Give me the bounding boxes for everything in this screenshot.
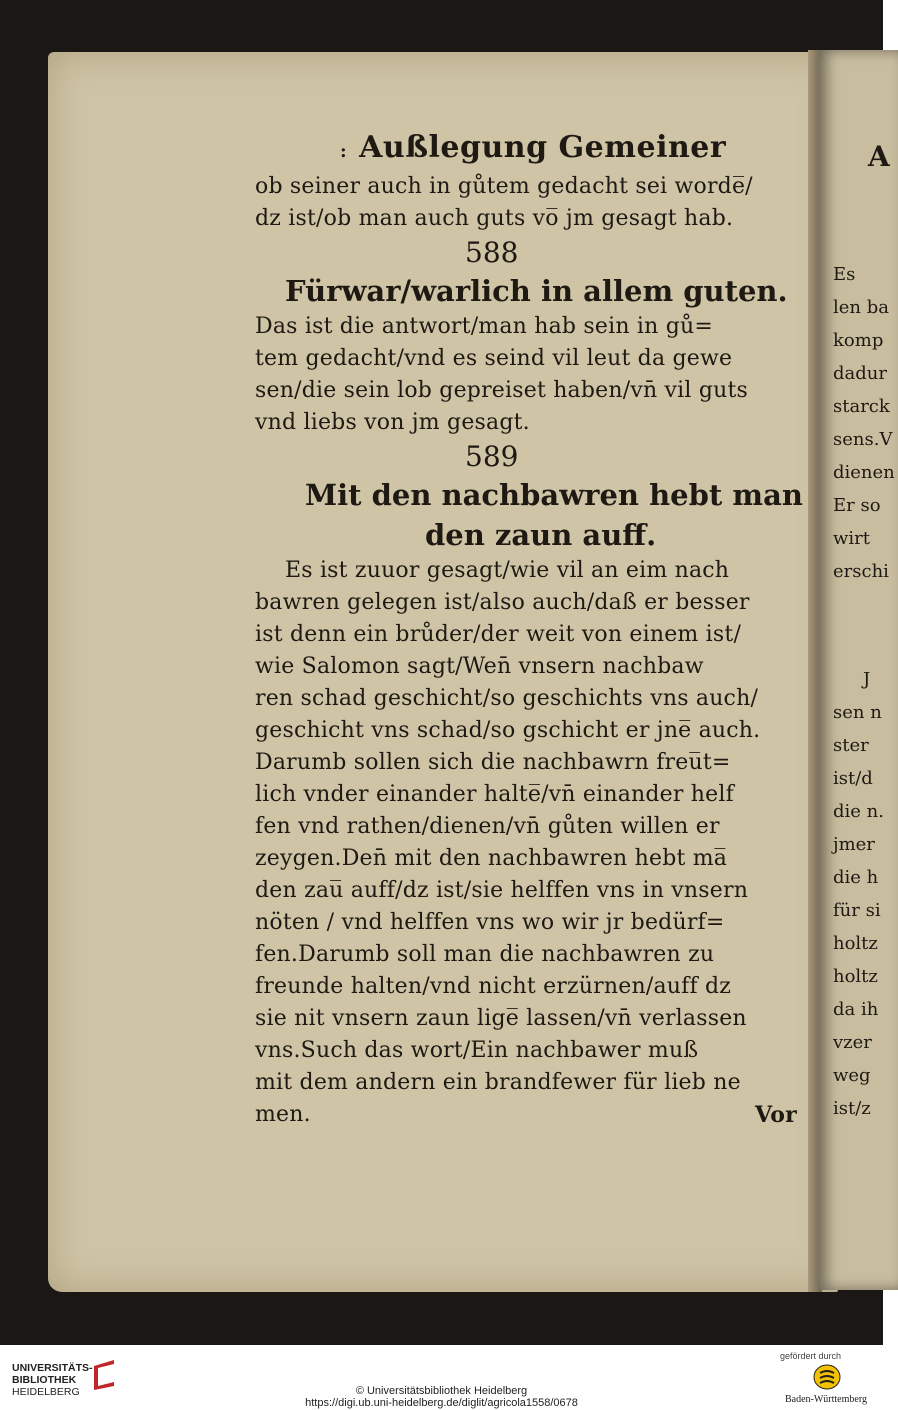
text-line: geschicht vns schad/so gschicht er jne̅ auch. (255, 718, 761, 743)
fragment-line: sen n (833, 702, 882, 723)
header-mark: : (340, 141, 348, 162)
fragment-line: wirt (833, 528, 871, 549)
section-number-589: 589 (465, 440, 519, 473)
text-line: vnd liebs von jm gesagt. (255, 410, 530, 435)
right-page-text-fragments (833, 258, 893, 1125)
running-header-text: Außlegung Gemeiner (359, 130, 727, 165)
text-line: wie Salomon sagt/Wen̄ vnsern nachbaw (255, 654, 704, 679)
section-heading-589-line1: Mit den nachbawren hebt man (305, 478, 803, 512)
fragment-line: die h (833, 867, 879, 888)
fragment-line: komp (833, 330, 884, 351)
fragment-line: erschi (833, 561, 889, 582)
text-line: ren schad geschicht/so geschichts vns auch/ (255, 686, 759, 711)
text-line: lich vnder einander halte̅/vn̄ einander helf (255, 782, 734, 807)
library-name-line1: UNIVERSITÄTS- (12, 1362, 93, 1374)
fragment-line: Er so (833, 495, 881, 516)
text-line: Das ist die antwort/man hab sein in gů= (255, 314, 713, 339)
text-line: zeygen.Den̄ mit den nachbawren hebt ma̅ (255, 846, 728, 871)
section-588-intro (255, 171, 815, 235)
text-line: Es ist zuuor gesagt/wie vil an eim nach (285, 558, 730, 583)
section-588-body (255, 311, 815, 439)
catchword: Vor (755, 1102, 797, 1128)
sponsor-label: gefördert durch (780, 1351, 842, 1361)
permalink-url[interactable]: https://digi.ub.uni-heidelberg.de/diglit/agricola1558/0678 (305, 1397, 578, 1409)
text-line: nöten / vnd helffen vns wo wir jr bedürf= (255, 910, 725, 935)
library-name-line2: BIBLIOTHEK (12, 1374, 77, 1386)
section-heading-589-line2: den zaun auff. (425, 518, 657, 552)
fragment-line: dadur (833, 363, 887, 384)
fragment-line: ist/d (833, 768, 873, 789)
text-line: tem gedacht/vnd es seind vil leut da gewe (255, 346, 733, 371)
fragment-line: ist/z (833, 1098, 871, 1119)
baden-wuerttemberg-crest-icon[interactable] (812, 1363, 842, 1391)
fragment-line: da ih (833, 999, 879, 1020)
text-line: Darumb sollen sich die nachbawrn freu̅t= (255, 750, 731, 775)
last-line-text: men. (255, 1102, 311, 1127)
text-line: ob seiner auch in gůtem gedacht sei worde̅/ (255, 174, 753, 199)
left-page-text (255, 130, 815, 1131)
fragment-line: vzer (833, 1032, 872, 1053)
fragment-line: starck (833, 396, 890, 417)
text-line: freunde halten/vnd nicht erzürnen/auff dz (255, 974, 732, 999)
running-header (340, 130, 815, 165)
section-number-588: 588 (465, 236, 519, 269)
fragment-line: Es (833, 264, 856, 285)
text-line: mit dem andern ein brandfewer für lieb ne (255, 1070, 741, 1095)
fragment-line: die n. (833, 801, 884, 822)
text-line: dz ist/ob man auch guts vo̅ jm gesagt hab. (255, 206, 734, 231)
text-line: den zau̅ auff/dz ist/sie helffen vns in vnsern (255, 878, 749, 903)
text-line: ist denn ein brůder/der weit von einem ist/ (255, 622, 742, 647)
copyright-notice: © Universitätsbibliothek Heidelberg (355, 1385, 528, 1397)
fragment-line: holtz (833, 966, 878, 987)
fragment-line: sens.V (833, 429, 893, 450)
fragment-line: jmer (833, 834, 875, 855)
fragment-line: weg (833, 1065, 871, 1086)
section-heading-588: Fürwar/warlich in allem guten. (285, 274, 788, 308)
fragment-line: len ba (833, 297, 889, 318)
fragment-line: dienen (833, 462, 895, 483)
fragment-line: J (863, 669, 871, 690)
text-line: sie nit vnsern zaun lige̅ lassen/vn̄ verlassen (255, 1006, 747, 1031)
text-line: bawren gelegen ist/also auch/daß er besser (255, 590, 750, 615)
fragment-line: holtz (833, 933, 878, 954)
text-line: vns.Such das wort/Ein nachbawer muß (255, 1038, 699, 1063)
fragment-line: für si (833, 900, 881, 921)
spacer (833, 588, 893, 663)
section-589-body (255, 555, 815, 1131)
right-page-header-fragment: A (868, 140, 890, 173)
last-text-line (255, 1099, 815, 1131)
fragment-line: ster (833, 735, 869, 756)
text-line: fen.Darumb soll man die nachbawren zu (255, 942, 715, 967)
library-name-line3: HEIDELBERG (12, 1386, 80, 1398)
text-line: fen vnd rathen/dienen/vn̄ gůten willen er (255, 814, 720, 839)
sponsor-name: Baden-Württemberg (784, 1394, 867, 1405)
text-line: sen/die sein lob gepreiset haben/vn̄ vil guts (255, 378, 749, 403)
